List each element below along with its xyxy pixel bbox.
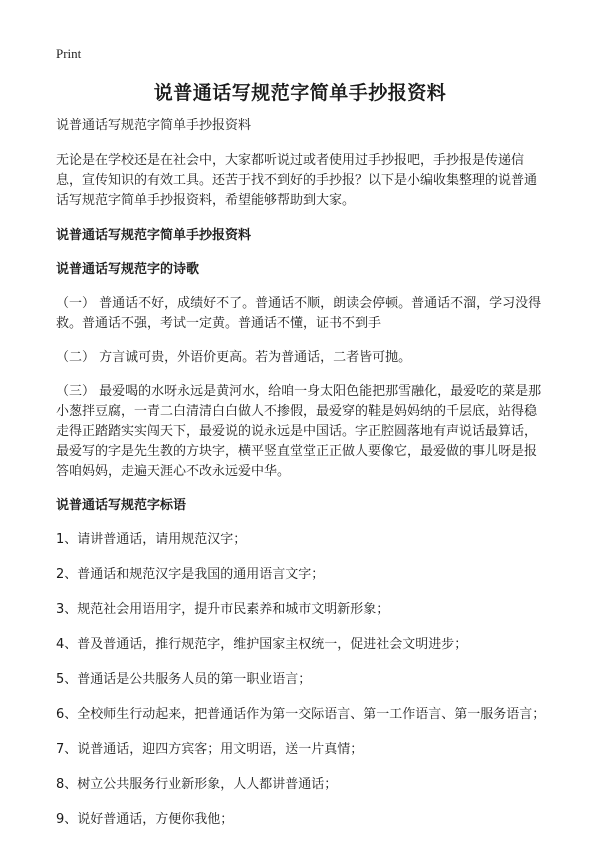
slogan-item: 2、普通话和规范汉字是我国的通用语言文字； xyxy=(56,567,325,582)
document-body xyxy=(56,116,546,845)
slogan-list xyxy=(56,530,546,830)
slogan-item: 8、树立公共服务行业新形象，人人都讲普通话； xyxy=(56,777,338,792)
poem-paragraph: （二） 方言诚可贵，外语价更高。若为普通话，二者皆可抛。 xyxy=(56,350,412,365)
poem-paragraph: （一） 普通话不好，成绩好不了。普通话不顺，朗读会停顿。普通话不溜，学习没得救。普通话不强，考试一定黄。普通话不懂，证书不到手 xyxy=(56,296,542,331)
intro-paragraph: 无论是在学校还是在社会中，大家都听说过或者使用过手抄报吧，手抄报是传递信息，宣传知识的有效工具。还苦于找不到好的手抄报？以下是小编收集整理的说普通话写规范字简单手抄报资料，希望能够帮助到大家。 xyxy=(56,153,538,208)
section-heading-poem: 说普通话写规范字的诗歌 xyxy=(56,262,200,277)
print-label: Print xyxy=(56,46,82,61)
slogan-item: 1、请讲普通话，请用规范汉字； xyxy=(56,532,247,547)
slogan-item: 4、普及普通话，推行规范字，维护国家主权统一，促进社会文明进步； xyxy=(56,637,468,652)
section-heading-main: 说普通话写规范字简单手抄报资料 xyxy=(56,228,252,243)
slogan-item: 9、说好普通话，方便你我他； xyxy=(56,812,234,827)
poem-paragraph: （三） 最爱喝的水呀永远是黄河水，给咱一身太阳色能把那雪融化，最爱吃的菜是那小葱拌豆腐，一青二白清清白白做人不掺假，最爱穿的鞋是妈妈纳的千层底，站得稳走得正踏踏实实闯天下，最爱说的说永远是中国话。字正腔圆落地有声说话最算话，最爱写的字是先生教的方块字，横平竖直堂堂正正做人要像它，最爱做的事儿呀是报答咱妈妈，走遍天涯心不改永远爱中华。 xyxy=(56,384,542,479)
document-title: 说普通话写规范字简单手抄报资料 xyxy=(153,82,447,104)
slogan-item: 5、普通话是公共服务人员的第一职业语言； xyxy=(56,672,312,687)
document-subtitle: 说普通话写规范字简单手抄报资料 xyxy=(56,118,252,133)
slogan-item: 3、规范社会用语用字，提升市民素养和城市文明新形象； xyxy=(56,602,390,617)
slogan-item: 7、说普通话，迎四方宾客；用文明语，送一片真情； xyxy=(56,742,364,757)
slogan-item: 6、全校师生行动起来，把普通话作为第一交际语言、第一工作语言、第一服务语言； xyxy=(56,707,546,722)
section-heading-slogans: 说普通话写规范字标语 xyxy=(56,498,187,513)
